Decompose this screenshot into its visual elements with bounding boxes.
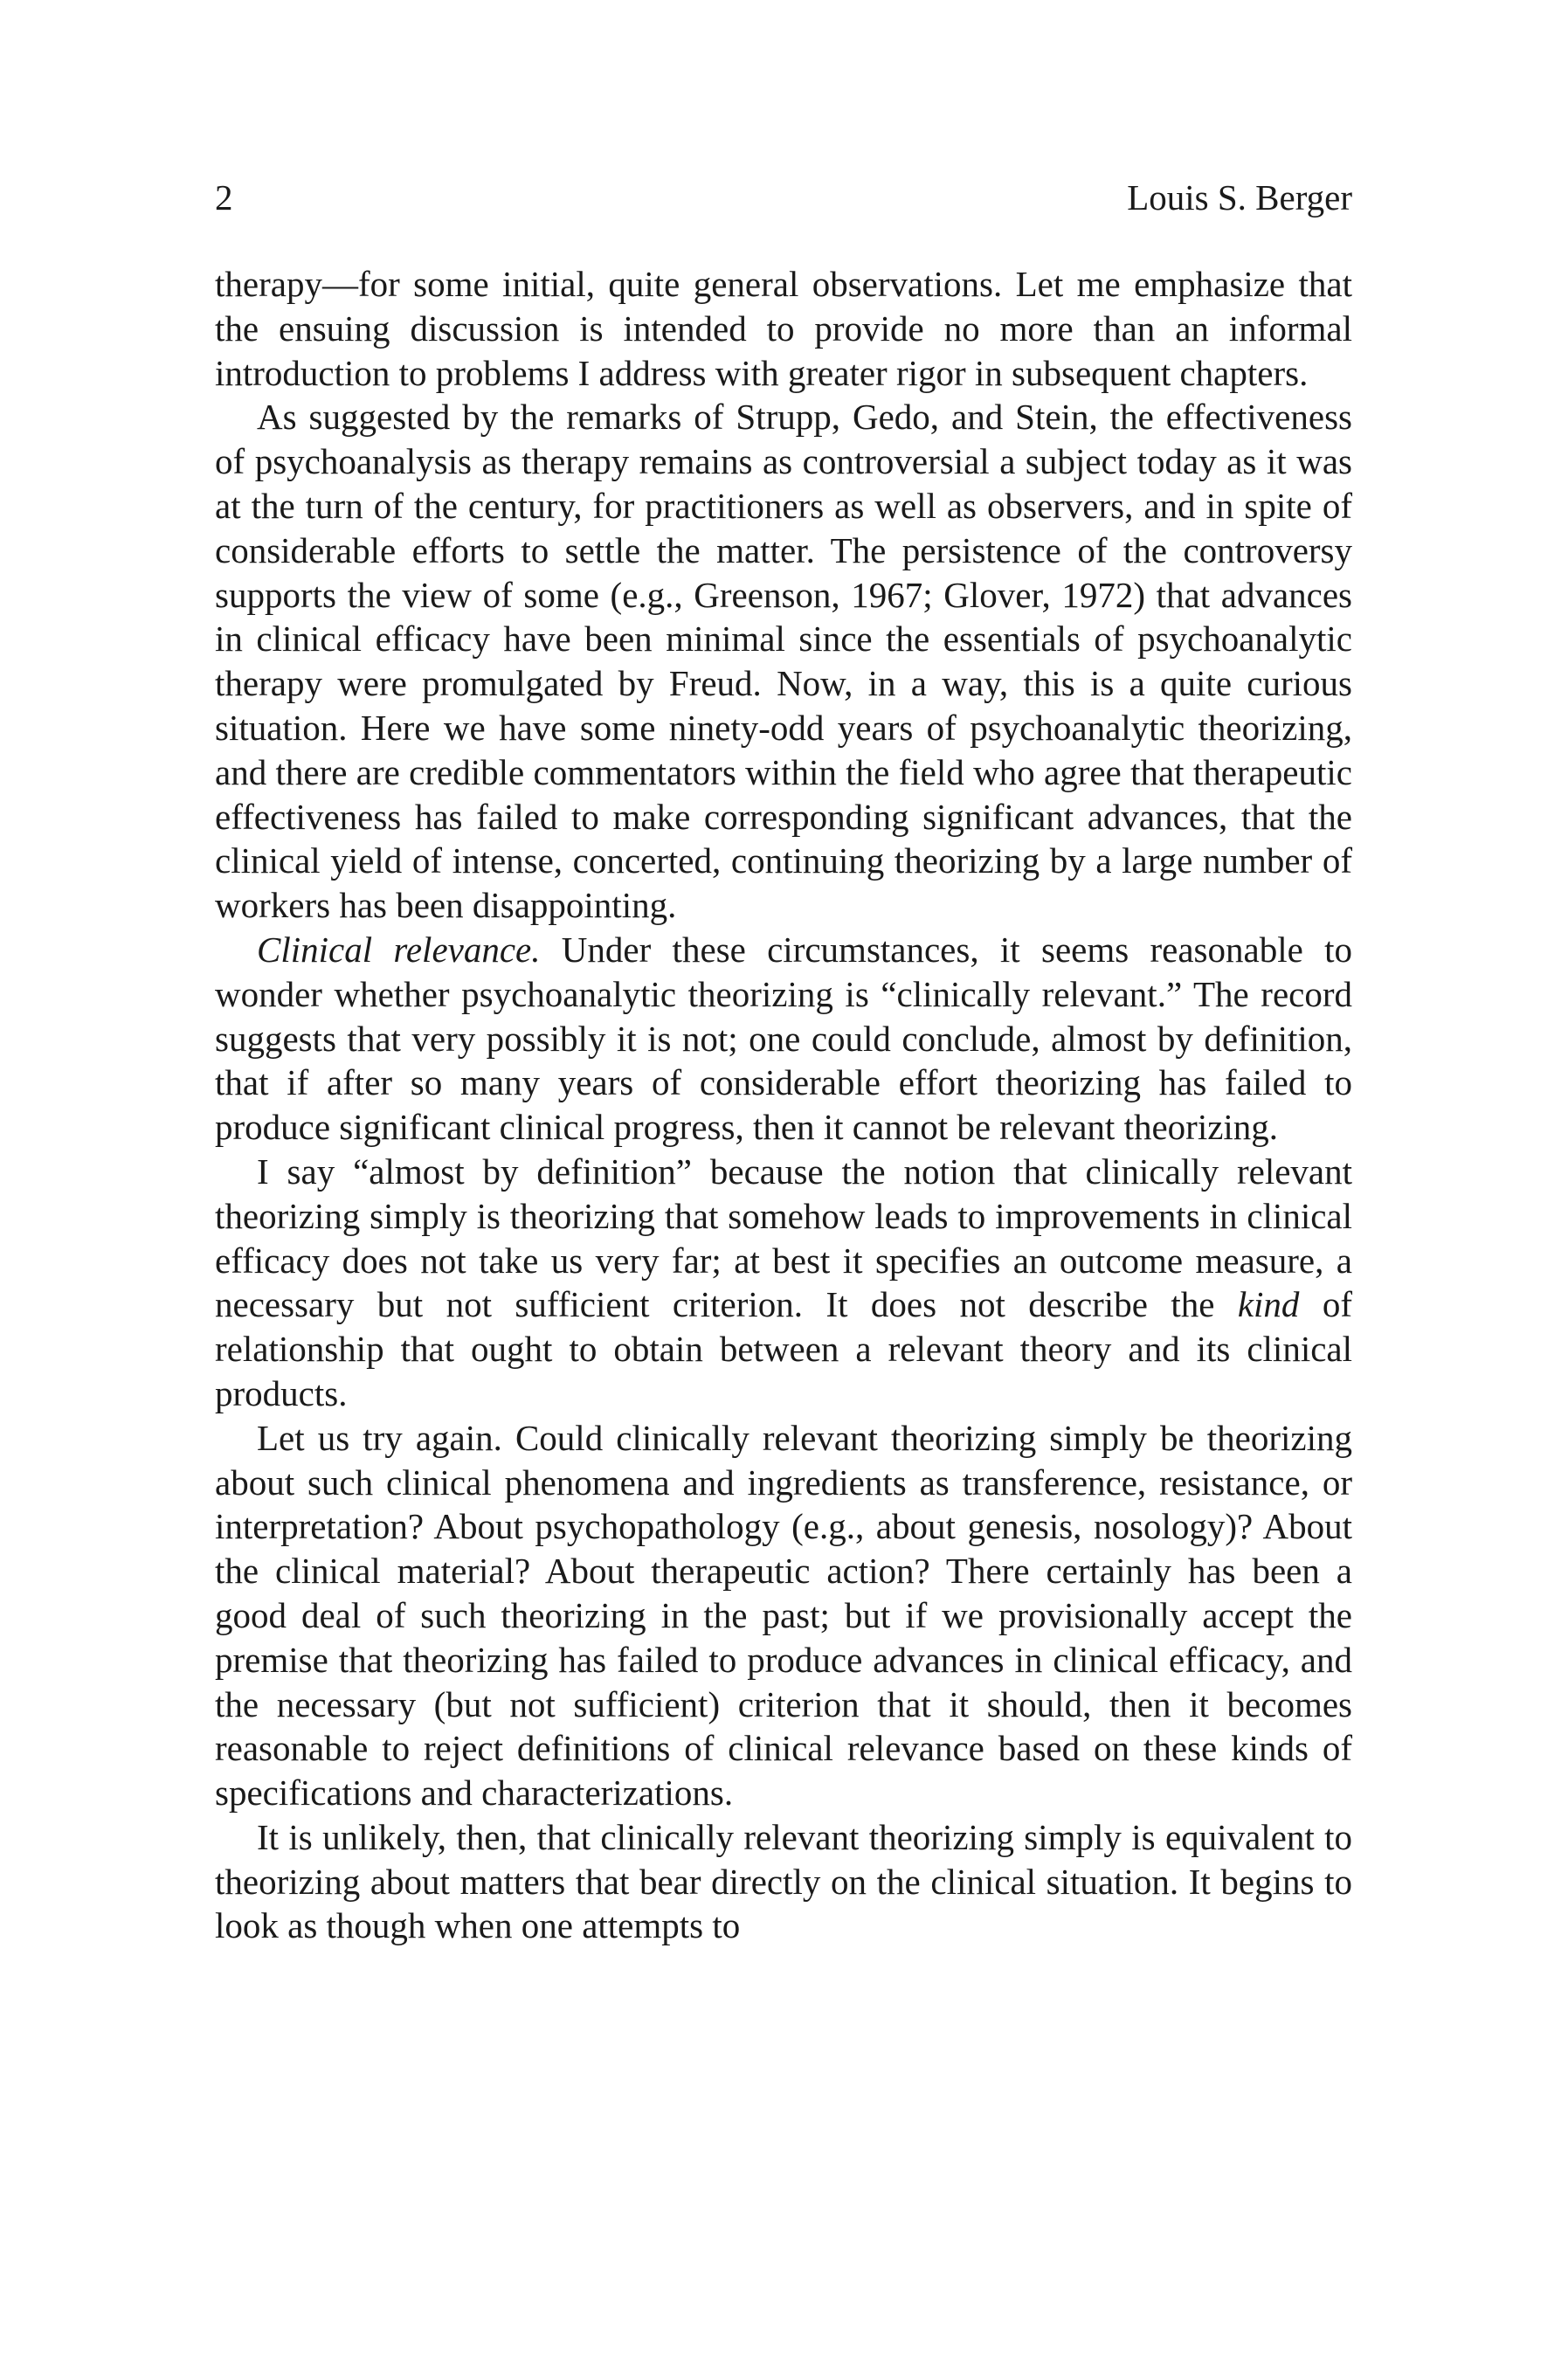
paragraph-effectiveness: As suggested by the remarks of Strupp, Gedo, and Stein, the effectiveness of psychoanalysis as therapy remains as controversial a subject today as it was at the turn of the century, for practitioners as well as observers, and in spite of considerable efforts to settle the matter. The persistence of the controversy supports the view of some (e.g., Greenson, 1967; Glover, 1972) that advances in clinical efficacy have been minimal since the essentials of psychoanalytic therapy were promulgated by Freud. Now, in a way, this is a quite curious situation. Here we have some ninety-odd years of psychoanalytic theorizing, and there are credible commentators within the field who agree that therapeutic effectiveness has failed to make corresponding significant advances, that the clinical yield of intense, concerted, continuing theorizing by a large number of workers has been disappointing. bbox=[215, 397, 1352, 926]
running-head bbox=[215, 171, 1352, 224]
running-head-author: Louis S. Berger bbox=[1127, 177, 1352, 218]
page-number: 2 bbox=[215, 177, 233, 218]
paragraph-text: I say “almost by definition” because the notion that clinically relevant theorizing simply is theorizing that somehow leads to improvements in clinical efficacy does not take us very far; at best it specifies an outcome measure, a necessary but not sufficient criterion. It does not describe the bbox=[215, 1150, 1352, 1325]
paragraph-continued: therapy—for some initial, quite general observations. Let me emphasize that the ensuing discussion is intended to provide no more than an informal introduction to problems I address with greater rigor in subsequent chapters. bbox=[215, 264, 1352, 393]
emphasis-text: kind bbox=[1237, 1284, 1300, 1325]
body-text bbox=[215, 262, 1352, 1948]
section-subheading: Clinical relevance. bbox=[257, 929, 541, 970]
paragraph-almost-by-definition bbox=[215, 1150, 1352, 1416]
paragraph-clinical-relevance bbox=[215, 928, 1352, 1150]
paragraph-try-again: Let us try again. Could clinically relevant theorizing simply be theorizing about such clinical phenomena and ingredients as transference, resistance, or interpretation? About psychopathology (e.g., about genesis, nosology)? About the clinical material? About therapeutic action? There certainly has been a good deal of such theorizing in the past; but if we provisionally accept the premise that theorizing has failed to produce advances in clinical efficacy, and the necessary (but not sufficient) criterion that it should, then it becomes reasonable to reject definitions of clinical relevance based on these kinds of specifications and characterizations. bbox=[215, 1417, 1352, 1814]
paragraph-text: Under these circumstances, it seems reasonable to wonder whether psychoanalytic theorizing is “clinically relevant.” The record suggests that very possibly it is not; one could conclude, almost by definition, that if after so many years of considerable effort theorizing has failed to produce significant clinical progress, then it cannot be relevant theorizing. bbox=[215, 929, 1352, 1148]
paragraph-unlikely: It is unlikely, then, that clinically relevant theorizing simply is equivalent to theorizing about matters that bear directly on the clinical situation. It begins to look as though when one attempts to bbox=[215, 1816, 1352, 1946]
paragraph-text: of relationship that ought to obtain between a relevant theory and its clinical products. bbox=[215, 1284, 1353, 1413]
